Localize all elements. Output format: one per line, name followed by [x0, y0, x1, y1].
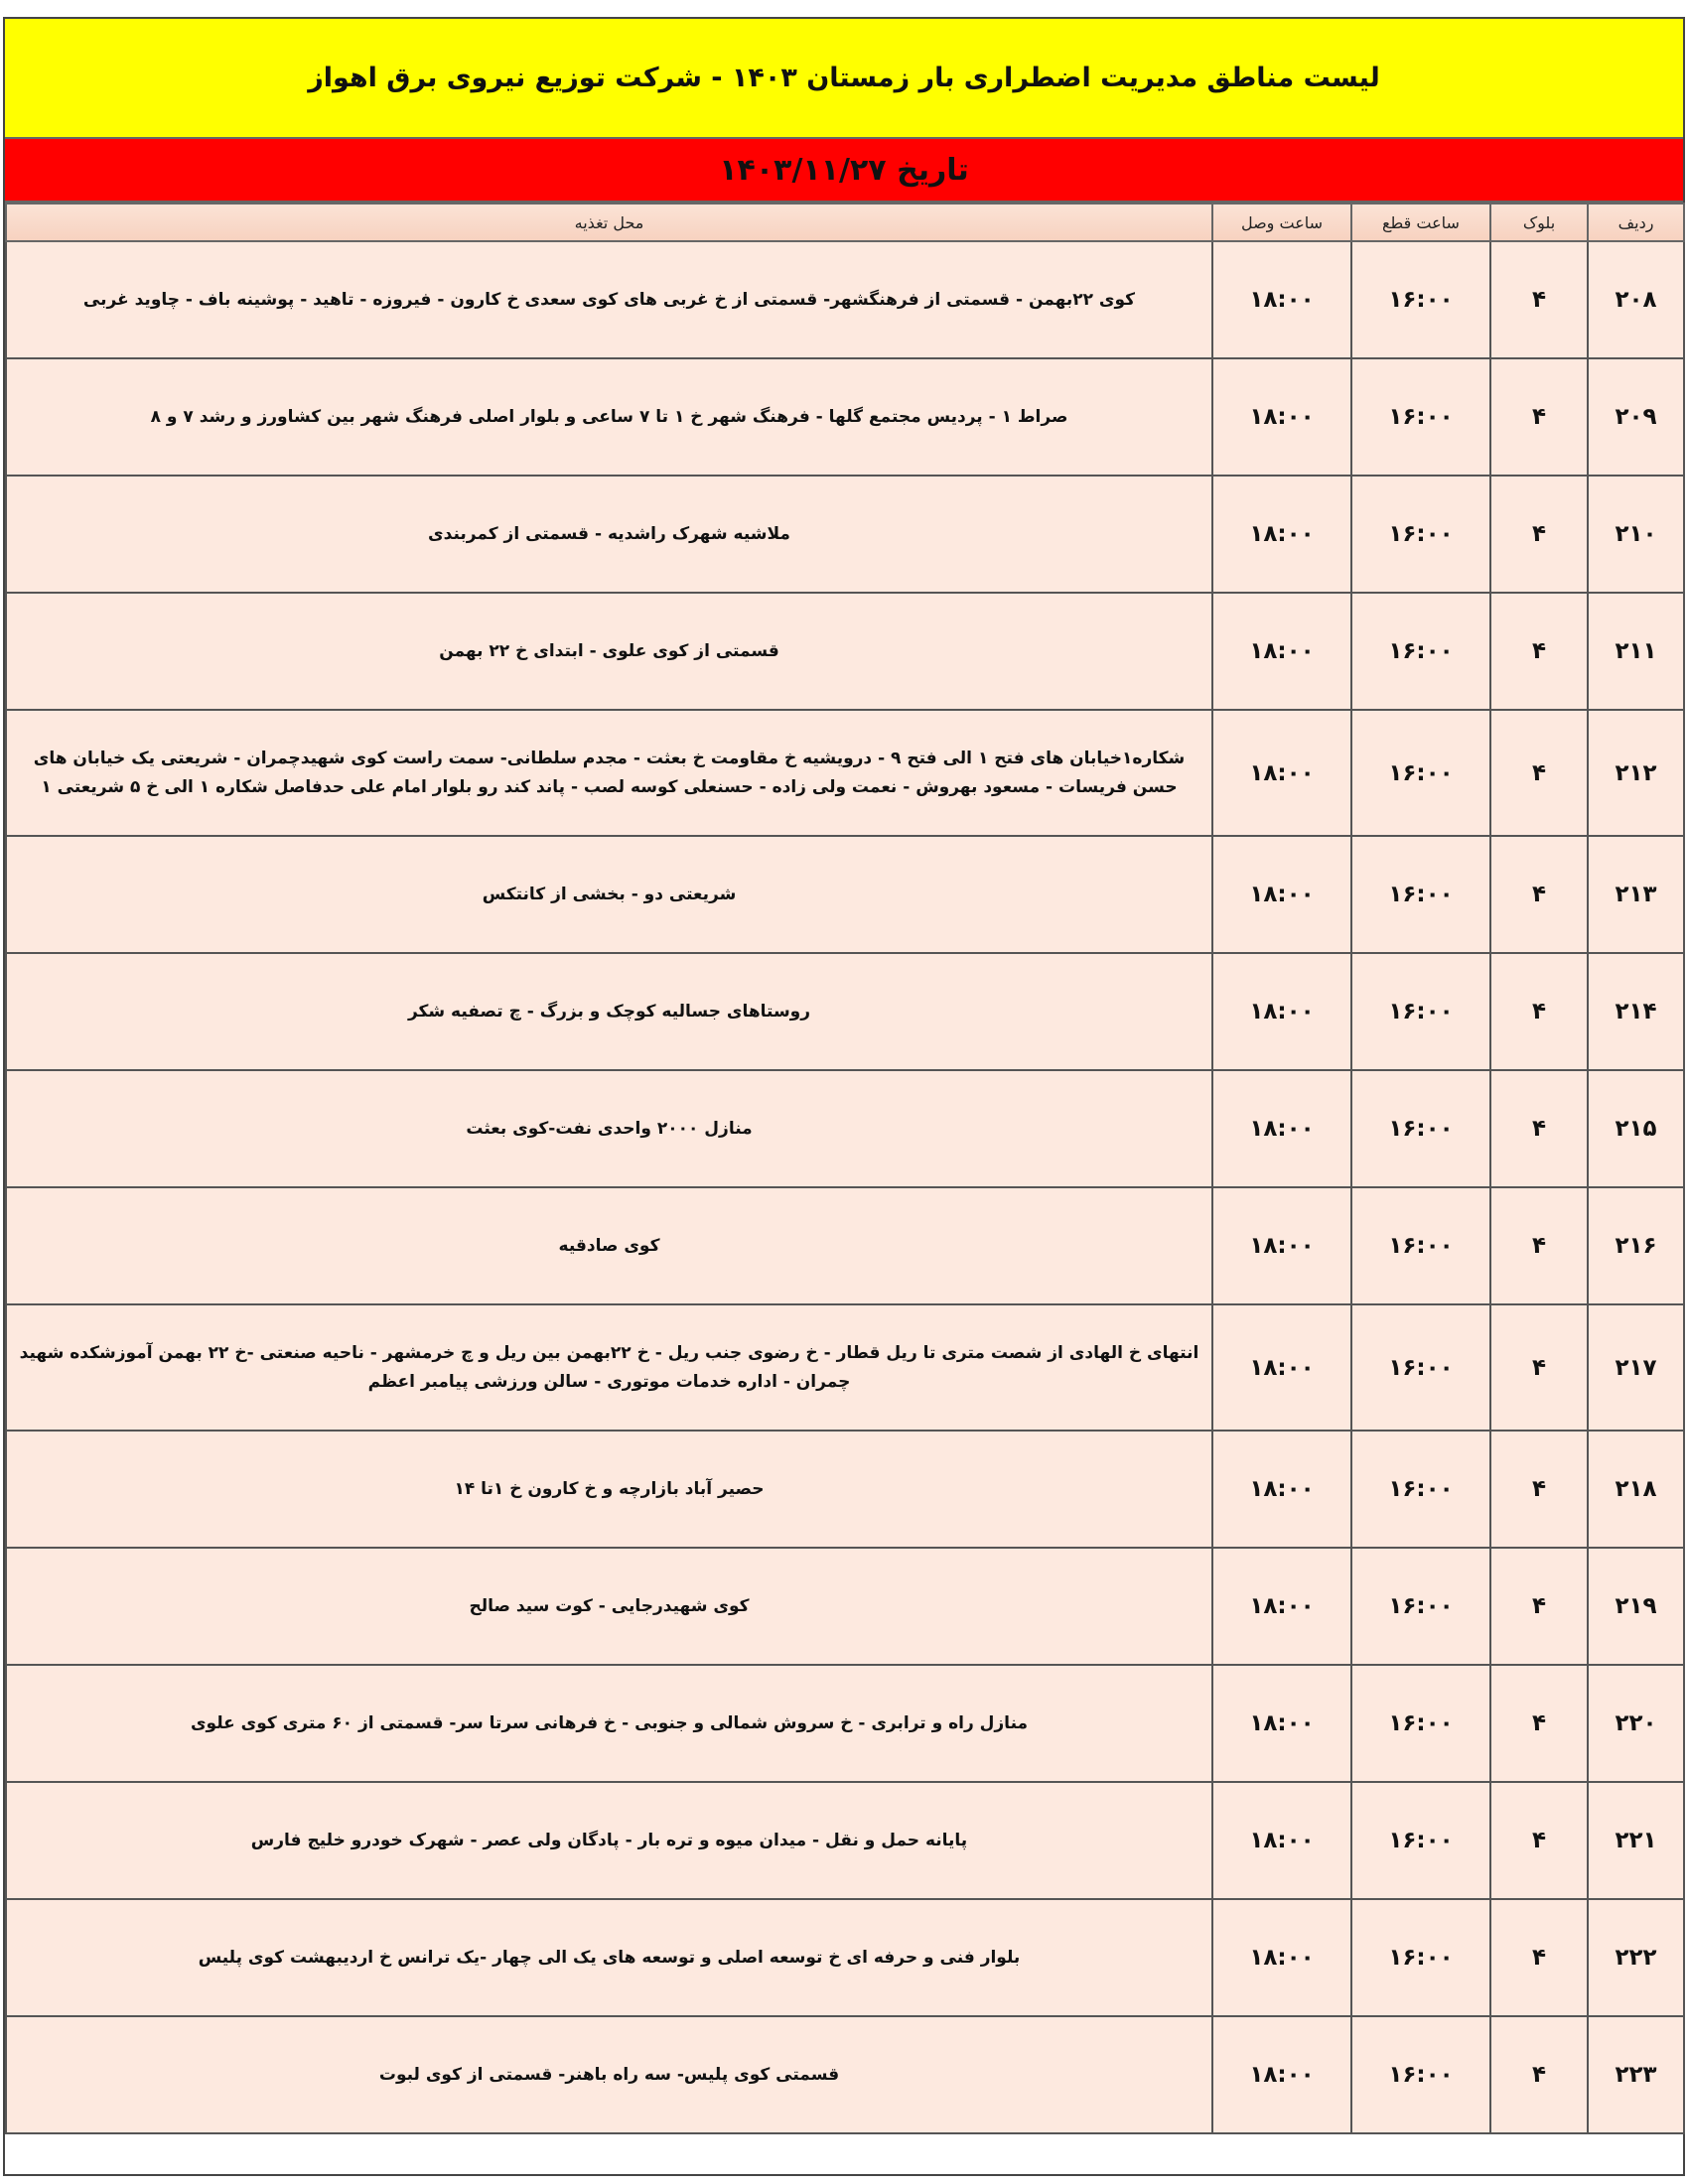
- row-number-cell: ۲۱۵: [1588, 1070, 1684, 1187]
- block-cell: ۴: [1490, 358, 1588, 476]
- table-row: [6, 710, 1684, 836]
- connect-time-cell: ۱۸:۰۰: [1212, 241, 1351, 358]
- schedule-date: تاریخ ۱۴۰۳/۱۱/۲۷: [719, 152, 969, 188]
- table-body: [6, 241, 1684, 2133]
- connect-time-cell: ۱۸:۰۰: [1212, 1304, 1351, 1431]
- table-row: [6, 358, 1684, 476]
- table-row: [6, 1782, 1684, 1899]
- table-row: [6, 1070, 1684, 1187]
- location-cell: منازل ۲۰۰۰ واحدی نفت-کوی بعثت: [6, 1070, 1212, 1187]
- location-cell: انتهای خ الهادی از شصت متری تا ریل قطار - خ رضوی جنب ریل - خ ۲۲بهمن بین ریل و چ خرمشهر - ناحیه صنعتی -خ ۲۲ بهمن آموزشکده شهید چمران - اداره خدمات موتوری - سالن ورزشی پیامبر اعظم: [6, 1304, 1212, 1431]
- header-location: محل تغذیه: [6, 204, 1212, 241]
- location-cell: روستاهای جسالیه کوچک و بزرگ - چ تصفیه شکر: [6, 953, 1212, 1070]
- connect-time-cell: ۱۸:۰۰: [1212, 1665, 1351, 1782]
- block-cell: ۴: [1490, 1187, 1588, 1304]
- connect-time-cell: ۱۸:۰۰: [1212, 710, 1351, 836]
- block-cell: ۴: [1490, 2016, 1588, 2133]
- connect-time-cell: ۱۸:۰۰: [1212, 358, 1351, 476]
- block-cell: ۴: [1490, 1548, 1588, 1665]
- page-title: لیست مناطق مدیریت اضطراری بار زمستان ۱۴۰۳ - شرکت توزیع نیروی برق اهواز: [308, 63, 1380, 93]
- location-cell: قسمتی از کوی علوی - ابتدای خ ۲۲ بهمن: [6, 593, 1212, 710]
- cut-time-cell: ۱۶:۰۰: [1351, 953, 1490, 1070]
- row-number-cell: ۲۰۸: [1588, 241, 1684, 358]
- outage-table: [5, 203, 1685, 2134]
- location-cell: منازل راه و ترابری - خ سروش شمالی و جنوبی - خ فرهانی سرتا سر- قسمتی از ۶۰ متری کوی علوی: [6, 1665, 1212, 1782]
- cut-time-cell: ۱۶:۰۰: [1351, 2016, 1490, 2133]
- cut-time-cell: ۱۶:۰۰: [1351, 710, 1490, 836]
- block-cell: ۴: [1490, 476, 1588, 593]
- block-cell: ۴: [1490, 1431, 1588, 1548]
- location-cell: کوی صادقیه: [6, 1187, 1212, 1304]
- location-cell: قسمتی کوی پلیس- سه راه باهنر- قسمتی از کوی لبوت: [6, 2016, 1212, 2133]
- location-cell: کوی شهیدرجایی - کوت سید صالح: [6, 1548, 1212, 1665]
- connect-time-cell: ۱۸:۰۰: [1212, 1431, 1351, 1548]
- row-number-cell: ۲۲۱: [1588, 1782, 1684, 1899]
- table-row: [6, 1431, 1684, 1548]
- connect-time-cell: ۱۸:۰۰: [1212, 1782, 1351, 1899]
- table-row: [6, 953, 1684, 1070]
- cut-time-cell: ۱۶:۰۰: [1351, 358, 1490, 476]
- connect-time-cell: ۱۸:۰۰: [1212, 476, 1351, 593]
- block-cell: ۴: [1490, 1899, 1588, 2016]
- block-cell: ۴: [1490, 1304, 1588, 1431]
- row-number-cell: ۲۱۰: [1588, 476, 1684, 593]
- location-cell: حصیر آباد بازارچه و خ کارون خ ۱تا ۱۴: [6, 1431, 1212, 1548]
- table-row: [6, 476, 1684, 593]
- title-banner: [5, 19, 1683, 139]
- header-connect-time: ساعت وصل: [1212, 204, 1351, 241]
- cut-time-cell: ۱۶:۰۰: [1351, 476, 1490, 593]
- block-cell: ۴: [1490, 1070, 1588, 1187]
- cut-time-cell: ۱۶:۰۰: [1351, 1304, 1490, 1431]
- location-cell: بلوار فنی و حرفه ای خ توسعه اصلی و توسعه های یک الی چهار -یک ترانس خ اردیبهشت کوی پلیس: [6, 1899, 1212, 2016]
- table-row: [6, 836, 1684, 953]
- header-cut-time: ساعت قطع: [1351, 204, 1490, 241]
- location-cell: پایانه حمل و نقل - میدان میوه و تره بار - پادگان ولی عصر - شهرک خودرو خلیج فارس: [6, 1782, 1212, 1899]
- table-row: [6, 593, 1684, 710]
- connect-time-cell: ۱۸:۰۰: [1212, 1899, 1351, 2016]
- cut-time-cell: ۱۶:۰۰: [1351, 1665, 1490, 1782]
- block-cell: ۴: [1490, 710, 1588, 836]
- header-row-number: ردیف: [1588, 204, 1684, 241]
- connect-time-cell: ۱۸:۰۰: [1212, 593, 1351, 710]
- cut-time-cell: ۱۶:۰۰: [1351, 836, 1490, 953]
- cut-time-cell: ۱۶:۰۰: [1351, 1782, 1490, 1899]
- cut-time-cell: ۱۶:۰۰: [1351, 1899, 1490, 2016]
- cut-time-cell: ۱۶:۰۰: [1351, 1431, 1490, 1548]
- date-banner: [5, 139, 1683, 203]
- block-cell: ۴: [1490, 836, 1588, 953]
- table-row: [6, 1187, 1684, 1304]
- block-cell: ۴: [1490, 241, 1588, 358]
- header-block: بلوک: [1490, 204, 1588, 241]
- table-row: [6, 2016, 1684, 2133]
- connect-time-cell: ۱۸:۰۰: [1212, 1548, 1351, 1665]
- block-cell: ۴: [1490, 593, 1588, 710]
- connect-time-cell: ۱۸:۰۰: [1212, 1187, 1351, 1304]
- row-number-cell: ۲۱۹: [1588, 1548, 1684, 1665]
- location-cell: شکاره۱خیابان های فتح ۱ الی فتح ۹ - درویشیه خ مقاومت خ بعثت - مجدم سلطانی- سمت راست کوی شهیدچمران - شریعتی یک خیابان های حسن فریسات - مسعود بهروش - نعمت ولی زاده - حسنعلی کوسه لصب - پاند کند رو بلوار امام علی حدفاصل شکاره ۱ الی خ ۵ شریعتی ۱: [6, 710, 1212, 836]
- row-number-cell: ۲۲۳: [1588, 2016, 1684, 2133]
- table-row: [6, 1304, 1684, 1431]
- row-number-cell: ۲۰۹: [1588, 358, 1684, 476]
- location-cell: کوی ۲۲بهمن - قسمتی از فرهنگشهر- قسمتی از خ غربی های کوی سعدی خ کارون - فیروزه - تاهید - پوشینه باف - چاوید غربی: [6, 241, 1212, 358]
- table-header-row: [6, 204, 1684, 241]
- row-number-cell: ۲۱۱: [1588, 593, 1684, 710]
- cut-time-cell: ۱۶:۰۰: [1351, 1548, 1490, 1665]
- row-number-cell: ۲۲۲: [1588, 1899, 1684, 2016]
- table-row: [6, 1665, 1684, 1782]
- block-cell: ۴: [1490, 953, 1588, 1070]
- connect-time-cell: ۱۸:۰۰: [1212, 2016, 1351, 2133]
- row-number-cell: ۲۱۴: [1588, 953, 1684, 1070]
- schedule-sheet: [3, 17, 1685, 2176]
- block-cell: ۴: [1490, 1782, 1588, 1899]
- cut-time-cell: ۱۶:۰۰: [1351, 1070, 1490, 1187]
- connect-time-cell: ۱۸:۰۰: [1212, 1070, 1351, 1187]
- cut-time-cell: ۱۶:۰۰: [1351, 1187, 1490, 1304]
- row-number-cell: ۲۱۳: [1588, 836, 1684, 953]
- table-row: [6, 1548, 1684, 1665]
- location-cell: ملاشیه شهرک راشدیه - قسمتی از کمربندی: [6, 476, 1212, 593]
- connect-time-cell: ۱۸:۰۰: [1212, 953, 1351, 1070]
- table-row: [6, 1899, 1684, 2016]
- location-cell: صراط ۱ - پردیس مجتمع گلها - فرهنگ شهر خ ۱ تا ۷ ساعی و بلوار اصلی فرهنگ شهر بین کشاورز و رشد ۷ و ۸: [6, 358, 1212, 476]
- row-number-cell: ۲۱۷: [1588, 1304, 1684, 1431]
- row-number-cell: ۲۱۲: [1588, 710, 1684, 836]
- row-number-cell: ۲۱۸: [1588, 1431, 1684, 1548]
- row-number-cell: ۲۲۰: [1588, 1665, 1684, 1782]
- block-cell: ۴: [1490, 1665, 1588, 1782]
- location-cell: شریعتی دو - بخشی از کانتکس: [6, 836, 1212, 953]
- table-row: [6, 241, 1684, 358]
- cut-time-cell: ۱۶:۰۰: [1351, 593, 1490, 710]
- connect-time-cell: ۱۸:۰۰: [1212, 836, 1351, 953]
- cut-time-cell: ۱۶:۰۰: [1351, 241, 1490, 358]
- row-number-cell: ۲۱۶: [1588, 1187, 1684, 1304]
